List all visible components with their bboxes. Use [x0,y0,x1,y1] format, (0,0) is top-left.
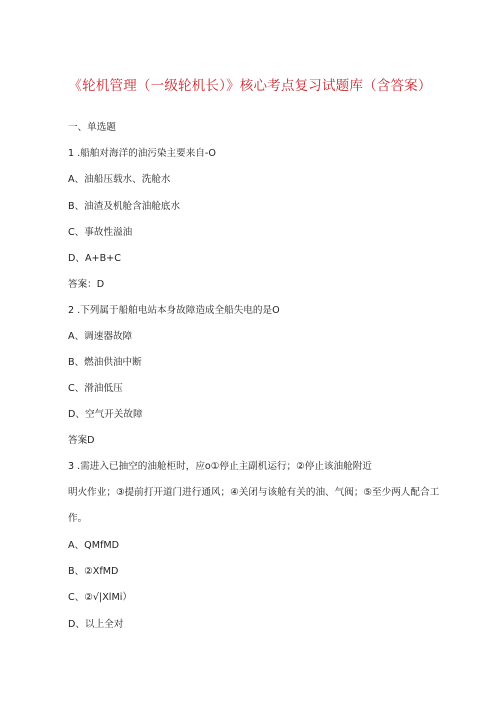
section-heading: 一、单选题 [68,122,116,133]
question-3-stem-line-2: 明火作业；③提前打开道门进行通风；④关闭与该舱有关的油、气阀；⑤至少两人配合工 [68,487,440,498]
question-1-stem: 1 .船舶对海洋的油污染主要来自-O [68,148,216,159]
document-title: 《轮机管理（一级轮机长）》核心考点复习试题库（含答案） [68,78,432,94]
question-2-stem: 2 .下列属于船舶电站本身故障造成全船失电的是O [68,305,280,316]
question-1-option-a: A、油船压载水、洗舱水 [68,174,171,185]
question-2-option-c: C、滑油低压 [68,383,123,394]
question-2-option-a: A、调速器故障 [68,331,133,342]
question-3-option-a: A、QMfMD [68,540,120,551]
question-1-answer: 答案：D [68,279,105,290]
question-3-stem-line-1: 3 .需进入已抽空的油舱柜时，应o①停止主副机运行；②停止该油舱附近 [68,461,372,472]
question-1-option-c: C、事故性溢油 [68,227,133,238]
question-3-option-c: C、②√|XlMi） [68,592,133,603]
question-3-option-d: D、以上全对 [68,619,124,630]
question-3-stem-line-3: 作。 [68,513,88,524]
question-1-option-b: B、油渣及机舱含油舱底水 [68,201,181,212]
question-1-option-d: D、A+B+C [68,253,121,264]
question-2-option-b: B、燃油供油中断 [68,357,142,368]
question-3-option-b: B、②XfMD [68,566,119,577]
question-2-option-d: D、空气开关故障 [68,409,143,420]
question-2-answer: 答案D [68,435,95,446]
